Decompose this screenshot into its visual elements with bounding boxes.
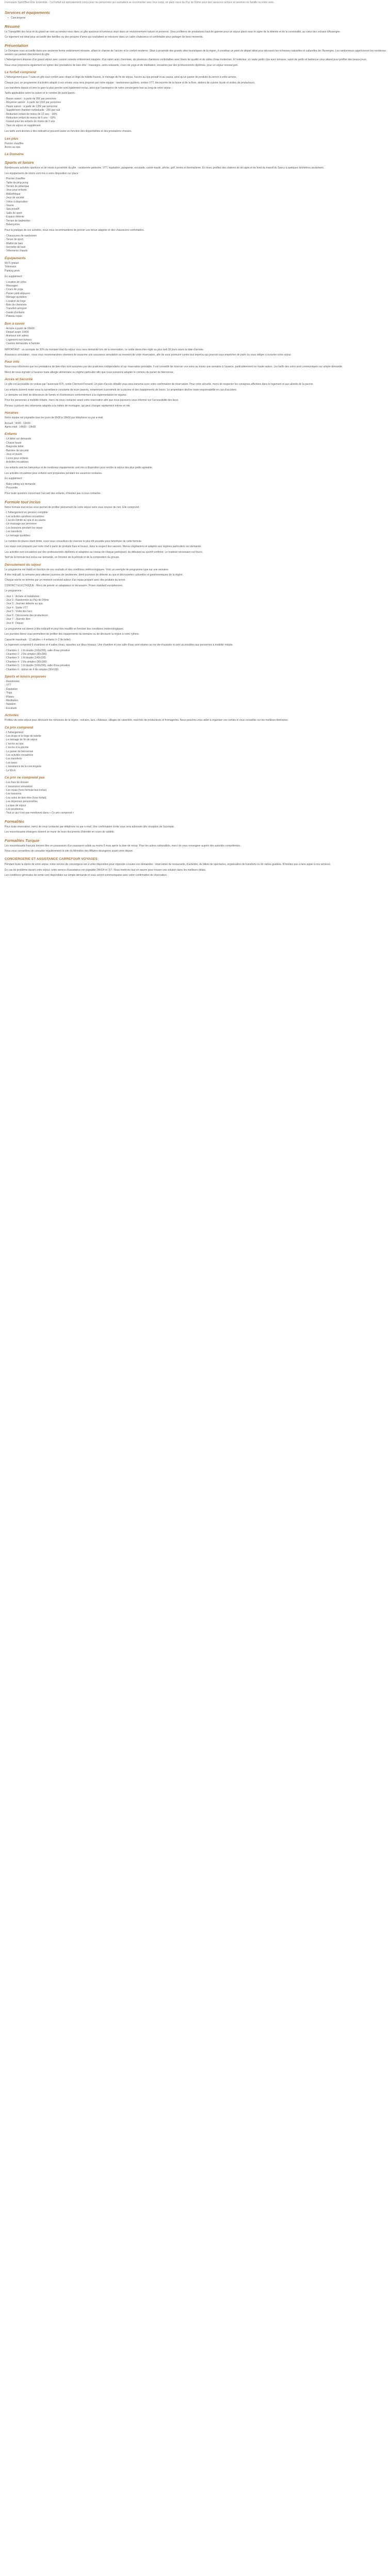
list-item: - Réduction enfant de moins de 12 ans : -30% [5,112,57,116]
paragraph: Nous vous conseillons de consulter régulièrement le site du Ministère des Affaires étrangères avant votre départ. [5,849,134,853]
dash-list [5,262,386,273]
section-heading-horaires: Horaires [5,411,19,415]
list-item: - Table de ping-pong [5,181,28,184]
paragraph: - Chambre 1 : 1 lit double (160x200), salle d'eau privative - Chambre 2 : 2 lits simples (90x190) - Chambre 3 : 1 lit double (140x190) - Chambre 4 : 2 lits simples (90x190) - Chambre 5 : 1 lit double (160x200), salle d'eau privative - Chambre 6 : dortoir de 4 lits simples (90x190) [5,649,70,671]
paragraph: Chaque soirée se termine par un moment convivial autour d'un repas préparé avec des produits du terroir. [5,579,126,582]
list-item: - L'accès à la piscine [5,746,29,750]
list-item: - Jour 6 : Découverte des producteurs [5,614,48,617]
list-item: - Yoga [5,691,12,695]
section-heading-resume: Résumé [5,24,20,29]
list-item: - Jour 8 : Départ [5,621,24,625]
paragraph: Nous vous proposons également en option des prestations de bien-être : massages, soins relaxants, cours de yoga et de méditation, encadrés par des professionnels diplômés, pour un séjour ressourçant. [5,63,238,67]
list-item: - Piscine chauffée [5,177,25,181]
list-item: - Les transferts [5,757,22,761]
list-item: - Jour 4 : Sortie VTT [5,606,28,609]
list-item: - Le panier de bienvenue [5,750,34,753]
section-heading-ce-prix-ne-comprend-pas: Ce prix ne comprend pas [5,776,45,780]
list-item: - Barrière de sécurité [5,449,29,452]
paragraph: Nombreuses activités sportives et de loisirs à proximité du gîte : randonnée pédestre, VTT, équitation, parapente, escalade, canoë-kayak, pêche, golf, tennis et thermalisme. En hiver, profitez des stations de ski alpin et de fond du massif du Sancy à quelques kilomètres seulement. [5,166,324,170]
paragraph: Tarif de la formule tout inclus sur demande, en fonction de la période et de la composition du groupe. [5,556,120,560]
list-item: - Tenue de sport [5,238,24,242]
list-item: - L'accès au spa [5,742,24,745]
section-heading-enfants: Enfants [5,432,17,436]
section-heading-les-plus: Les plus [5,137,19,141]
list-item: - Baby-sitting sur demande [5,482,36,486]
paragraph: Les tarifs sont donnés à titre indicatif et peuvent varier en fonction des disponibilités et des prestations choisies. [5,130,132,133]
dash-list [5,437,386,464]
paragraph: Le programme est établi en fonction de vos souhaits et des conditions météorologiques. Voici un exemple de programme type sur une semaine. [5,568,169,571]
list-item: - Pilates [5,695,14,699]
paragraph: Nous vous informons que les prestations de bien-être sont assurées par des praticiens indépendants et sur réservation préalable. Il est conseillé de réserver vos soins au moins une semaine à l'avance, particulièrement en haute saison. Les tarifs des soins sont communiqués sur simple demande. [5,365,343,369]
list-item: - Le ménage quotidien [5,534,30,537]
paragraph: Le nombre de places étant limité, nous vous conseillons de réserver le plus tôt possible pour bénéficier de cette formule. [5,540,142,543]
list-item: - Les activités encadrées [5,754,34,757]
paragraph: Merci de nous signaler à l'avance toute allergie alimentaire ou régime particulier afin que nous puissions adapter le contenu du panier de bienvenue. [5,370,174,374]
dash-list [5,595,386,625]
section-heading-formalites-turquie: Formalités Turquie [5,838,40,843]
list-item: - Départ avant 10h00 [5,330,29,334]
section-heading-conciergerie-et-assistance-carrefour-voy: CONCIERGERIE ET ASSISTANCE CARREFOUR VOYAGES [5,857,97,861]
paragraph: Le gîte est accessible en voiture par l'autoroute A75, sortie Clermont-Ferrand. Un plan d'accès détaillé vous sera transmis avec votre confirmation de réservation. Pour votre sécurité, merci de respecter les consignes affichées dans le logement et aux abords de la piscine. [5,383,314,386]
bullet-list [5,16,386,20]
list-item: - Terrain de pétanque [5,184,29,188]
paragraph: Notre équipe est joignable tous les jours de 9h00 à 19h00 par téléphone ou par e-mail. [5,416,104,420]
paragraph: Les enfants sont les bienvenus et de nombreux équipements sont mis à disposition pour rendre le séjour des plus petits agréable. [5,466,153,470]
paragraph: Capacité maximale : 12 adultes + 4 enfants (+ 2 lits bébé). [5,638,72,641]
paragraph: CONTACT ÉLECTRIQUE : Merci de prévoir un adaptateur si nécessaire. Prises standard européennes. [5,584,123,587]
paragraph: Pour les personnes à mobilité réduite, merci de nous contacter avant votre réservation afin que nous puissions vous informer sur l'accessibilité des lieux. [5,399,179,402]
paragraph: Pour la pratique de ces activités, nous vous recommandons de prévoir une tenue adaptée et des chaussures confortables. [5,229,144,232]
section-heading-services-et-equipements: Services et équipements [5,10,50,15]
dash-list [5,781,386,816]
paragraph: Le Domaine vous accueille dans une ancienne ferme entièrement rénovée, alliant le charme de l'ancien et le confort moderne. Situé à proximité des grands sites touristiques de la région, il constitue un point de départ idéal pour découvrir les richesses naturelles et culturelles de l'Auvergne. Les randonneurs apprécieront les nombreux sentiers qui partent directement du gîte. [5,49,386,57]
list-item: - Jeux et jouets [5,453,22,456]
intro-divider [5,5,386,7]
paragraph: Pour toute question concernant l'accueil des enfants, n'hésitez pas à nous contacter. [5,492,102,496]
page [0,0,391,878]
paragraph: Les activités encadrées pour enfants sont proposées pendant les vacances scolaires. [5,471,103,475]
list-item: - Jour 7 : Journée libre [5,618,31,621]
paragraph: L'hébergement pour 7 nuits en gîte tout confort avec draps et linge de toilette fournis, le ménage de fin de séjour, l'accès au spa privatif et au sauna, ainsi qu'un panier de produits du terroir à votre arrivée. [5,76,237,79]
list-item: - Transfert aéroport [5,307,27,311]
paragraph: Pendant toute la durée de votre séjour, notre service de conciergerie est à votre disposition pour répondre à toutes vos demandes : réservation de restaurants, d'activités, de billets de spectacles, organisation de transferts ou de visites guidées. N'hésitez pas à faire appel à nos services. [5,863,331,867]
list-item: - Activités encadrées [5,460,29,464]
paragraph: Chaque jour, un programme d'activités adapté à vos envies vous sera proposé par notre équipe : randonnées guidées, sorties VTT, découverte de la faune et de la flore, ateliers de cuisine locale et visites de producteurs. [5,81,255,84]
list-item: - Les soins de bien-être (hors forfait) [5,796,46,800]
section-heading-equipements: Équipements [5,256,26,260]
list-item: - Moyenne saison : à partir de 115€ par personne [5,101,61,105]
list-item: - Bois de cheminée [5,303,27,307]
list-item: - Les transferts [5,530,22,534]
dash-list [5,422,386,430]
paragraph: Les journées libres vous permettent de profiter des équipements du domaine ou de découvrir la région à votre rythme. [5,633,140,636]
list-item: Wi-Fi gratuit [5,261,19,265]
paragraph: Assurance annulation : nous vous recommandons vivement de souscrire une assurance annulation au moment de votre réservation, afin de vous prémunir contre tout imprévu qui pourrait vous empêcher de partir ou vous obliger à écourter votre séjour. [5,353,292,357]
section-heading-presentation: Présentation [5,43,28,48]
list-item: Télévision [5,265,17,269]
section-heading-deroulement-du-sejour: Déroulement du séjour [5,563,41,567]
section-heading-bon-a-savoir: Bon à savoir [5,321,25,326]
list-item: - Location de linge [5,299,26,303]
list-item: - Terrain de badminton [5,219,30,223]
section-heading-pour-info: Pour info [5,360,20,364]
section-heading-acces-et-securite: Accès et Sécurité [5,378,33,382]
paragraph: Les conditions générales de vente sont disponibles sur simple demande et vous seront communiquées avec votre confirmation de réservation. [5,874,168,877]
list-item: - Les taxes [5,761,18,765]
list-item: - Un massage par personne [5,522,37,526]
list-item: - Jour 5 : Visite des lacs [5,610,32,614]
list-item: - Les dépenses personnelles [5,800,38,804]
paragraph: Les ressortissants français doivent être en possession d'un passeport valide au moins 6 mois après la date de retour. Pour les autres nationalités, merci de vous renseigner auprès des autorités compétentes. [5,844,241,848]
list-item: - Balançoires [5,223,20,227]
list-item: - Équitation [5,687,18,691]
list-item: - Logement non-fumeur [5,338,32,342]
list-item: - L'hébergement [5,731,24,734]
list-item: - Arrivée à partir de 16h00 [5,327,35,330]
list-item: - Gratuit pour les enfants de moins de 2 ans [5,120,55,124]
list-item: - Les boissons [5,792,22,796]
list-item: - Escalade [5,706,17,710]
list-item: - L'hébergement en pension complète [5,511,48,515]
list-item: - Jour 2 : Randonnée au Puy de Dôme [5,599,49,602]
list-item: - Lit bébé sur demande [5,437,31,441]
list-item: - Bibliothèque [5,192,21,196]
list-item: - Location de vélos [5,280,26,284]
list-item: - Réduction enfant de moins de 6 ans : -50% [5,116,56,120]
list-item: - Chaise haute [5,441,22,445]
page-content [5,10,386,877]
paragraph: Les équipements de loisirs sont mis à votre disposition sur place : [5,172,80,175]
list-item: - Basse saison : à partir de 95€ par personne [5,97,57,100]
list-item: - Panier petit-déjeuner [5,292,30,295]
list-item: - Les frais de dossier [5,781,29,785]
list-item: - Animaux non admis [5,334,29,338]
list-item: Piscine chauffée [5,142,24,145]
paragraph: En supplément : [5,275,24,279]
list-item: - Salle de sport [5,211,22,215]
paragraph: Le programme est donné à titre indicatif et peut être modifié en fonction des conditions météorologiques. [5,627,124,631]
dash-list [5,281,386,319]
list-item: - Les boissons pendant les repas [5,526,43,530]
list-item: • Conciergerie [11,16,386,20]
list-item: - Plateau repas [5,315,22,318]
dash-list [5,327,386,346]
paragraph: Pensez à prévoir des vêtements adaptés à la météo de montagne, qui peut changer rapidement même en été. [5,404,131,408]
paragraph: Les repas sont préparés par notre chef à partir de produits frais et locaux, dans le respect des saisons. Menus végétariens et adaptés aux régimes particuliers sur demande. [5,545,202,549]
list-item: - Méditation [5,699,19,702]
list-item: - Caution demandée à l'arrivée [5,342,40,346]
list-item: - VTT [5,684,11,687]
list-item: - L'assistance de la conciergerie [5,765,42,769]
paragraph: La Tranquillité des lieux et du grand air sont au rendez-vous dans ce gîte spacieux et lumineux situé dans un environnement naturel et préservé. Vous profiterez de prestations haut de gamme pour un séjour placé sous le signe de la détente et de la convivialité, au cœur des volcans d'Auvergne. [5,30,341,33]
list-item: - Vêtements chauds [5,249,28,253]
list-item: - Jeux de société [5,196,24,200]
dash-list [5,680,386,710]
paragraph: Les activités sont encadrées par des professionnels diplômés et adaptées au niveau de chaque participant, du débutant au sportif confirmé. Le matériel nécessaire est fourni. [5,550,203,554]
list-item: - Haute saison : à partir de 135€ par personne [5,105,58,108]
paragraph: Notre formule tout inclus vous permet de profiter pleinement de votre séjour sans vous soucier de rien. Elle comprend : [5,505,140,509]
paragraph: Les transferts depuis et vers la gare la plus proche sont également inclus, ainsi que l'assistance de notre conciergerie tout au long de votre séjour. [5,87,172,90]
list-item: - Garde d'enfants [5,311,25,314]
list-item: Accès au spa [5,145,21,149]
list-item: - Les draps et le linge de toilette [5,735,41,738]
list-item: - Spa privatif [5,208,20,211]
list-item: - Taxe de séjour en supplément [5,124,41,127]
list-item: - Les repas (hors formule tout inclus) [5,788,47,792]
list-item: - Chaussures de randonnée [5,234,37,238]
list-item: - Le Wi-Fi [5,769,16,772]
dash-list [5,511,386,538]
list-item: - Le ménage de fin de séjour [5,738,38,742]
list-item: - Serviette de bain [5,246,26,249]
paragraph: Les ressortissants étrangers doivent se munir de leurs documents d'identité en cours de validité. [5,831,115,834]
list-item: Accueil : 9h00 - 12h00 [5,421,30,425]
list-item: - La taxe de séjour [5,804,26,807]
list-item: - Jour 3 : Journée détente au spa [5,602,43,606]
dash-list [5,234,386,253]
paragraph: Le domaine est doté de détecteurs de fumée et d'extincteurs conformément à la réglementation en vigueur. [5,394,127,397]
section-heading-sports-et-loisirs-proposes: Sports et loisirs proposés [5,674,46,679]
paragraph: En supplément : [5,477,24,481]
list-item: - Cours de yoga [5,288,23,292]
section-heading-ce-prix-comprend: Ce prix comprend [5,725,34,730]
section-heading-formalites: Formalités [5,819,24,824]
list-item: - Poussette [5,486,18,489]
paragraph: Le programme : [5,589,23,593]
list-item: - Baignoire bébé [5,445,24,449]
section-heading-formule-tout-inclus: Formule tout inclus [5,499,41,504]
list-item: - Les pourboires [5,807,24,811]
list-item: - Massages [5,284,18,287]
dash-list [5,142,386,150]
list-item: - Randonnée [5,680,20,683]
section-heading-le-domaine: Le Domaine [5,152,24,157]
dash-list [5,177,386,227]
list-item: - Espace détente [5,215,24,219]
intro-text: Formulaire Sport/Bien Être Ensemble - Ce Forfait est spécialement conçu pour les personnes qui souhaitent se reconnecter avec leur corps, en plein cœur du Puy de Dôme pour des vacances actives et sereines en famille ou entre amis. [5,1,275,4]
paragraph: Profitez de votre séjour pour découvrir les richesses de la région : volcans, lacs, châteaux, villages de caractère, marchés de producteurs et fromageries. Nous pouvons vous aider à organiser vos sorties et vous conseiller sur les meilleurs itinéraires. [5,719,288,722]
list-item: - Natation [5,703,16,706]
paragraph: IMPORTANT : un acompte de 30% du montant total du séjour vous sera demandé lors de la réservation. Le solde devra être réglé au plus tard 30 jours avant la date d'arrivée. [5,348,204,351]
paragraph: Les enfants doivent rester sous la surveillance constante de leurs parents, notamment à proximité de la piscine et des équipements de loisirs. Le propriétaire décline toute responsabilité en cas d'accident. [5,388,237,392]
section-heading-le-forfait-comprend: Le forfait comprend [5,71,37,75]
paragraph: Tarifs applicables selon la saison et le nombre de participants : [5,92,76,95]
section-heading-activites: Activités [5,714,19,718]
list-item: Après-midi : 14h00 - 19h00 [5,426,36,429]
paragraph: Pour toute réservation, merci de nous contacter par téléphone ou par e-mail. Une confirmation écrite vous sera adressée dès réception de l'acompte. [5,825,175,828]
list-item: - Livres pour enfants [5,456,28,460]
paragraph: Ce logement est idéal pour accueillir des familles ou des groupes d'amis qui souhaitent se retrouver dans un cadre chaleureux et confortable pour partager de bons moments. [5,36,204,39]
list-item: Parking privé [5,269,20,273]
list-item: - Les activités sportives encadrées [5,515,44,518]
paragraph: À titre indicatif, la semaine peut alterner journées de randonnée, demi-journées de détente au spa et découvertes culturelles et gastronomiques de la région. [5,573,184,577]
list-item: - Maillot de bain [5,242,23,245]
list-item: - Tout ce qui n'est pas mentionné dans « Ce prix comprend » [5,811,74,815]
dash-list [5,731,386,773]
list-item: - Jour 1 : Arrivée et installation [5,595,40,598]
paragraph: Le logement comprend 6 chambres et 4 salles d'eau, réparties sur deux niveaux. Une chambre et une salle d'eau sont situées au rez-de-chaussée et sont accessibles aux personnes à mobilité réduite. [5,643,233,647]
list-item: - Supplément chambre individuelle : 25€ par nuit [5,109,60,112]
paragraph: L'hébergement dispose d'un grand séjour avec cuisine ouverte entièrement équipée, d'un salon avec cheminée, de plusieurs chambres confortables avec literie de qualité et de salles d'eau modernes. À l'extérieur, un vaste jardin clos avec terrasse, salon de jardin et barbecue vous attend pour profiter des beaux jours. [5,58,367,62]
list-item: - L'assurance annulation [5,785,33,788]
list-item: - Sauna [5,204,14,207]
dash-list [5,97,386,128]
section-heading-sports-et-loisirs: Sports et loisirs [5,160,34,165]
list-item: - Ménage quotidien [5,296,27,299]
list-item: - L'accès illimité au spa et au sauna [5,518,46,522]
paragraph: En cas de problème durant votre séjour, notre service d'assistance est joignable 24h/24 et 7j/7. Nous mettrons tout en œuvre pour trouver une solution dans les meilleurs délais. [5,868,206,872]
list-item: - Vélos à disposition [5,200,28,204]
list-item: - Jeux pour enfants [5,189,27,192]
dash-list [5,483,386,490]
